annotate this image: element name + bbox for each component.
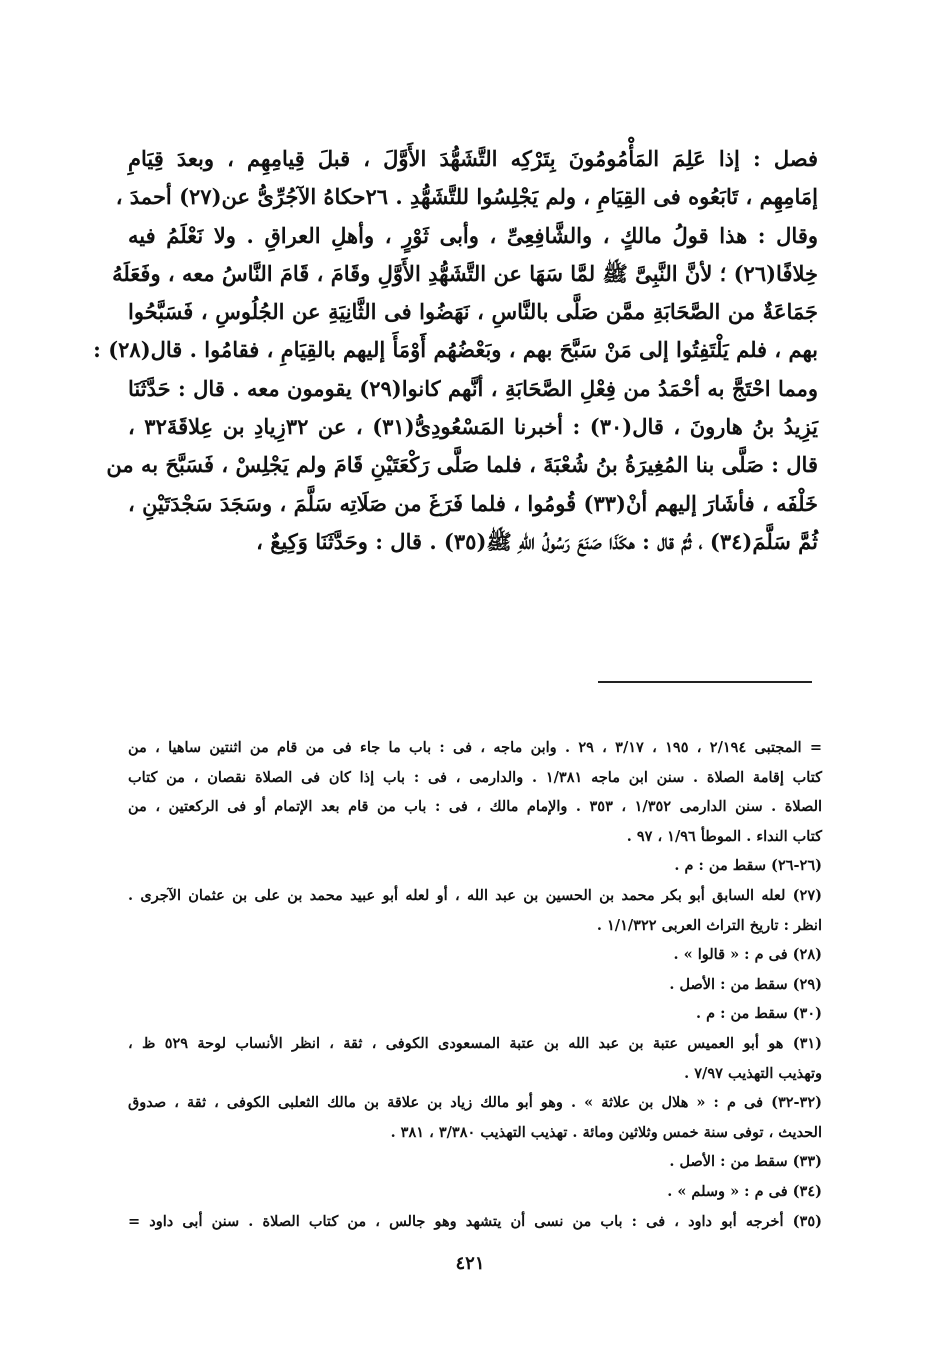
footnote-line: (٢٨) فى م : « قالوا » . <box>673 946 822 964</box>
footnote-line: (٢٩) سقط من : الأصل . <box>669 975 822 993</box>
footnote-line: (٣٠) سقط من : م . <box>696 1005 822 1023</box>
main-text-line: ثُمَّ سَلَّمَ(٣٤) ، ثُمَّ قال : هكَذَا صَنَعَ رَسُولُ اللهِ ﷺ(٣٥) . قال : وحَدَّثَنَا وَكِيعٌ ، <box>256 528 818 554</box>
footnote-line: انظر : تاريخ التراث العربى ١/١/٣٢٢ . <box>596 916 822 934</box>
main-text-line: بهم ، فلم يَلْتَفِتُوا إلى مَنْ سَبَّحَ بهم ، وبَعْضُهُم أَوْمَأَ إليهم بالقِيَامِ ، فقامُوا . قال(٢٨) : <box>93 337 818 363</box>
main-text-line: يَزِيدُ بنُ هارونَ ، قال(٣٠) : أخبرنا المَسْعُودِىُّ(٣١) ، عن ٣٢زِيادِ بن عِلاقَةَ٣٢ ، <box>128 414 819 440</box>
main-text-line: قال : صَلَّى بنا المُغِيرَةُ بنُ شُعْبَةَ ، فلما صَلَّى رَكْعَتَيْنِ قَامَ ولم يَجْلِسْ ، فَسَبَّحَ به من <box>106 452 818 478</box>
main-text-line: خَلْفَه ، فأشَارَ إليهم أنْ(٣٣) قُومُوا ، فلما فَرَغَ من صَلَاتِه سَلَّمَ ، وسَجَدَ سَجْدَتَيْنِ ، <box>128 490 819 516</box>
footnote-line: (٣١) هو أبو العميس عتبة بن عبد الله بن عتبة المسعودى الكوفى ، ثقة ، انظر الأنساب لوحة ٥٢٩ ظ ، <box>128 1034 823 1052</box>
footnotes-block <box>128 733 822 1236</box>
main-text-line: ومما احْتَجَّ به أحْمَدُ من فِعْلِ الصَّحَابَةِ ، أنَّهم كانوا(٢٩) يقومون معه . قال : حَدَّثَنَا <box>128 375 818 401</box>
main-text-line: جَمَاعَةٌ من الصَّحَابَةِ ممَّن صَلَّى بالنَّاسِ ، نَهَضُوا فى الثَّانِيَةِ عن الجُلُوسِ ، فَسَبَّحُوا <box>128 299 818 325</box>
footnote-line: كتاب النداء . الموطأ ١/٩٦ ، ٩٧ . <box>626 827 822 845</box>
footnote-line: (٣٤) فى م : « وسلم » . <box>667 1182 822 1200</box>
footnote-line: وتهذيب التهذيب ٧/٩٧ . <box>684 1064 822 1082</box>
footnote-line: الحديث ، توفى سنة خمس وثلاثين ومائة . تهذيب التهذيب ٣/٣٨٠ ، ٣٨١ . <box>390 1123 822 1141</box>
main-text-block <box>93 140 819 561</box>
footnote-line: (٣٥) أخرجه أبو داود ، فى : باب من نسى أن يتشهد وهو جالس ، من كتاب الصلاة . سنن أبى داود = <box>128 1212 822 1230</box>
footnote-line: (٣٣) سقط من : الأصل . <box>669 1153 822 1171</box>
main-text-line: خِلافًا(٢٦) ؛ لأنَّ النَّبِىَّ ﷺ لمَّا سَهَا عن التَّشَهُّدِ الأَوَّلِ وقَامَ ، قَامَ النَّاسُ معه ، وفَعَلَهُ <box>112 260 818 286</box>
footnote-line: (٣٢-٣٢) فى م : « هلال بن علاثة » . وهو أبو مالك زياد بن علاقة بن مالك الثعلبى الكوفى ، ثقة ، صدوق <box>128 1094 822 1112</box>
main-text-line: فصل : إذا عَلِمَ المَأْمُومُونَ بِتَرْكِه التَّشَهُّدَ الأَوَّلَ ، قبلَ قِيامِهِم ، وبعدَ قِيَامِ <box>128 146 818 171</box>
footnote-line: (٢٧) لعله السابق أبو بكر محمد بن الحسين بن عبد الله ، أو لعله أبو عبيد محمد بن على بن عثمان الآجرى . <box>128 886 822 904</box>
footnote-line: (٢٦-٢٦) سقط من : م . <box>674 857 822 875</box>
footnote-divider <box>598 681 812 683</box>
main-text-line: وقال : هذا قولُ مالكٍ ، والشَّافِعِىِّ ، وأبى ثَوْرٍ ، وأهلِ العراقِ . ولا نَعْلَمُ فيه <box>128 222 818 248</box>
page-number: ٤٢١ <box>455 1253 485 1274</box>
footnote-line: كتاب إقامة الصلاة . سنن ابن ماجه ١/٣٨١ . والدارمى ، فى : باب إذا كان فى الصلاة نقصان ، من كتاب <box>128 768 822 786</box>
footnote-line: = المجتبى ٢/١٩٤ ، ١٩٥ ، ٣/١٧ ، ٢٩ . وابن ماجه ، فى : باب ما جاء فى من قام من اثنتين ساهيا ، من <box>128 739 823 756</box>
footnote-line: الصلاة . سنن الدارمى ١/٣٥٢ ، ٣٥٣ . والإمام مالك ، فى : باب من قام بعد الإتمام أو فى الركعتين ، من <box>128 798 823 816</box>
main-text-line: إمَامِهِم ، تَابَعُوه فى القِيَامِ ، ولم يَجْلِسُوا للتَّشَهُّدِ . ٢٦حكاهُ الآجُرِّىُّ عن(٢٧) أحمدَ ، <box>115 184 818 210</box>
